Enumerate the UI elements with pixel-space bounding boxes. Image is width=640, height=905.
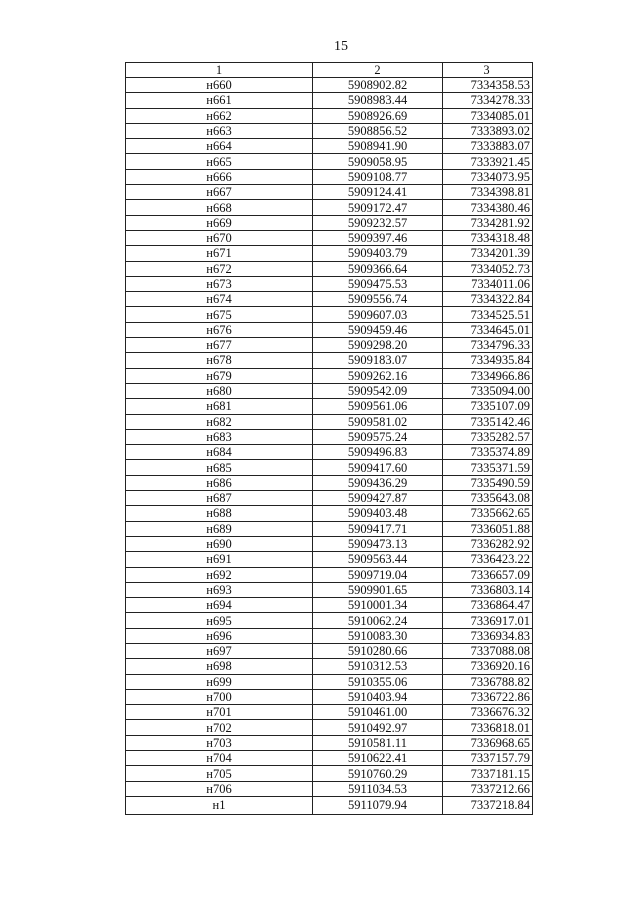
y-coordinate-cell: 7333893.02 (443, 123, 533, 138)
y-coordinate-cell: 7334318.48 (443, 230, 533, 245)
x-coordinate-cell: 5909232.57 (313, 215, 443, 230)
point-id-cell: н706 (126, 781, 313, 796)
y-coordinate-cell: 7334281.92 (443, 215, 533, 230)
point-id-cell: н660 (126, 78, 313, 93)
point-id-cell: н671 (126, 246, 313, 261)
y-coordinate-cell: 7337212.66 (443, 781, 533, 796)
x-coordinate-cell: 5909563.44 (313, 552, 443, 567)
y-coordinate-cell: 7334085.01 (443, 108, 533, 123)
y-coordinate-cell: 7334201.39 (443, 246, 533, 261)
point-id-cell: н704 (126, 751, 313, 766)
table-row (126, 796, 533, 814)
x-coordinate-cell: 5909575.24 (313, 429, 443, 444)
y-coordinate-cell: 7333883.07 (443, 139, 533, 154)
point-id-cell: н670 (126, 230, 313, 245)
table-row (126, 705, 533, 720)
y-coordinate-cell: 7334525.51 (443, 307, 533, 322)
x-coordinate-cell: 5909108.77 (313, 169, 443, 184)
point-id-cell: н662 (126, 108, 313, 123)
x-coordinate-cell: 5909124.41 (313, 185, 443, 200)
x-coordinate-cell: 5910461.00 (313, 705, 443, 720)
y-coordinate-cell: 7336920.16 (443, 659, 533, 674)
table-row (126, 154, 533, 169)
point-id-cell: н675 (126, 307, 313, 322)
table-row (126, 659, 533, 674)
point-id-cell: н679 (126, 368, 313, 383)
table-row (126, 185, 533, 200)
y-coordinate-cell: 7334398.81 (443, 185, 533, 200)
y-coordinate-cell: 7335371.59 (443, 460, 533, 475)
y-coordinate-cell: 7334322.84 (443, 292, 533, 307)
y-coordinate-cell: 7336818.01 (443, 720, 533, 735)
table-row (126, 781, 533, 796)
point-id-cell: н667 (126, 185, 313, 200)
point-id-cell: н685 (126, 460, 313, 475)
y-coordinate-cell: 7334358.53 (443, 78, 533, 93)
x-coordinate-cell: 5909397.46 (313, 230, 443, 245)
table-row (126, 399, 533, 414)
page-number: 15 (334, 39, 348, 54)
x-coordinate-cell: 5911079.94 (313, 796, 443, 814)
point-id-cell: н661 (126, 93, 313, 108)
table-row (126, 491, 533, 506)
point-id-cell: н678 (126, 353, 313, 368)
y-coordinate-cell: 7334380.46 (443, 200, 533, 215)
x-coordinate-cell: 5909403.48 (313, 506, 443, 521)
table-row (126, 353, 533, 368)
table-row (126, 613, 533, 628)
point-id-cell: н676 (126, 322, 313, 337)
x-coordinate-cell: 5909403.79 (313, 246, 443, 261)
table-row (126, 628, 533, 643)
x-coordinate-cell: 5909417.60 (313, 460, 443, 475)
point-id-cell: н702 (126, 720, 313, 735)
point-id-cell: н686 (126, 475, 313, 490)
x-coordinate-cell: 5910312.53 (313, 659, 443, 674)
table-row (126, 108, 533, 123)
point-id-cell: н705 (126, 766, 313, 781)
y-coordinate-cell: 7335490.59 (443, 475, 533, 490)
x-coordinate-cell: 5909459.46 (313, 322, 443, 337)
y-coordinate-cell: 7334645.01 (443, 322, 533, 337)
x-coordinate-cell: 5909719.04 (313, 567, 443, 582)
x-coordinate-cell: 5910001.34 (313, 598, 443, 613)
column-header-3: 3 (443, 63, 533, 78)
y-coordinate-cell: 7336676.32 (443, 705, 533, 720)
table-row (126, 230, 533, 245)
x-coordinate-cell: 5910280.66 (313, 643, 443, 658)
x-coordinate-cell: 5909475.53 (313, 276, 443, 291)
point-id-cell: н672 (126, 261, 313, 276)
point-id-cell: н696 (126, 628, 313, 643)
y-coordinate-cell: 7336657.09 (443, 567, 533, 582)
y-coordinate-cell: 7334011.06 (443, 276, 533, 291)
table-row (126, 139, 533, 154)
point-id-cell: н697 (126, 643, 313, 658)
point-id-cell: н682 (126, 414, 313, 429)
x-coordinate-cell: 5910492.97 (313, 720, 443, 735)
x-coordinate-cell: 5910581.11 (313, 735, 443, 750)
x-coordinate-cell: 5909542.09 (313, 383, 443, 398)
point-id-cell: н680 (126, 383, 313, 398)
x-coordinate-cell: 5909561.06 (313, 399, 443, 414)
table-row (126, 506, 533, 521)
y-coordinate-cell: 7334278.33 (443, 93, 533, 108)
table-row (126, 169, 533, 184)
x-coordinate-cell: 5909496.83 (313, 445, 443, 460)
point-id-cell: н693 (126, 582, 313, 597)
y-coordinate-cell: 7337088.08 (443, 643, 533, 658)
y-coordinate-cell: 7334073.95 (443, 169, 533, 184)
table-row (126, 78, 533, 93)
point-id-cell: н695 (126, 613, 313, 628)
y-coordinate-cell: 7335094.00 (443, 383, 533, 398)
table-row (126, 246, 533, 261)
point-id-cell: н692 (126, 567, 313, 582)
x-coordinate-cell: 5909058.95 (313, 154, 443, 169)
x-coordinate-cell: 5910083.30 (313, 628, 443, 643)
table-row (126, 674, 533, 689)
table-row (126, 307, 533, 322)
y-coordinate-cell: 7337218.84 (443, 796, 533, 814)
point-id-cell: н698 (126, 659, 313, 674)
point-id-cell: н687 (126, 491, 313, 506)
table-row (126, 689, 533, 704)
x-coordinate-cell: 5909172.47 (313, 200, 443, 215)
x-coordinate-cell: 5909298.20 (313, 338, 443, 353)
point-id-cell: н681 (126, 399, 313, 414)
table-row (126, 292, 533, 307)
y-coordinate-cell: 7337157.79 (443, 751, 533, 766)
table-row (126, 414, 533, 429)
y-coordinate-cell: 7336968.65 (443, 735, 533, 750)
y-coordinate-cell: 7335643.08 (443, 491, 533, 506)
table-row (126, 460, 533, 475)
y-coordinate-cell: 7333921.45 (443, 154, 533, 169)
table-row (126, 445, 533, 460)
y-coordinate-cell: 7335662.65 (443, 506, 533, 521)
x-coordinate-cell: 5909901.65 (313, 582, 443, 597)
table-row (126, 338, 533, 353)
y-coordinate-cell: 7335107.09 (443, 399, 533, 414)
table-row (126, 735, 533, 750)
table-body (126, 78, 533, 815)
point-id-cell: н663 (126, 123, 313, 138)
column-header-2: 2 (313, 63, 443, 78)
y-coordinate-cell: 7336423.22 (443, 552, 533, 567)
table-row (126, 93, 533, 108)
y-coordinate-cell: 7336788.82 (443, 674, 533, 689)
y-coordinate-cell: 7336282.92 (443, 536, 533, 551)
point-id-cell: н669 (126, 215, 313, 230)
x-coordinate-cell: 5909366.64 (313, 261, 443, 276)
coordinates-table (125, 62, 533, 815)
y-coordinate-cell: 7336934.83 (443, 628, 533, 643)
point-id-cell: н684 (126, 445, 313, 460)
table-row (126, 598, 533, 613)
table-row (126, 582, 533, 597)
y-coordinate-cell: 7336051.88 (443, 521, 533, 536)
point-id-cell: н668 (126, 200, 313, 215)
y-coordinate-cell: 7336917.01 (443, 613, 533, 628)
x-coordinate-cell: 5910760.29 (313, 766, 443, 781)
table-row (126, 536, 533, 551)
x-coordinate-cell: 5909581.02 (313, 414, 443, 429)
x-coordinate-cell: 5908926.69 (313, 108, 443, 123)
column-header-1: 1 (126, 63, 313, 78)
point-id-cell: н689 (126, 521, 313, 536)
x-coordinate-cell: 5908856.52 (313, 123, 443, 138)
point-id-cell: н688 (126, 506, 313, 521)
table-row (126, 552, 533, 567)
table-row (126, 475, 533, 490)
point-id-cell: н664 (126, 139, 313, 154)
table-row (126, 322, 533, 337)
y-coordinate-cell: 7334966.86 (443, 368, 533, 383)
y-coordinate-cell: 7336864.47 (443, 598, 533, 613)
table-row (126, 123, 533, 138)
y-coordinate-cell: 7336803.14 (443, 582, 533, 597)
x-coordinate-cell: 5909262.16 (313, 368, 443, 383)
point-id-cell: н691 (126, 552, 313, 567)
x-coordinate-cell: 5909556.74 (313, 292, 443, 307)
x-coordinate-cell: 5910062.24 (313, 613, 443, 628)
y-coordinate-cell: 7334796.33 (443, 338, 533, 353)
x-coordinate-cell: 5909183.07 (313, 353, 443, 368)
x-coordinate-cell: 5908902.82 (313, 78, 443, 93)
table-row (126, 429, 533, 444)
table-row (126, 261, 533, 276)
y-coordinate-cell: 7334052.73 (443, 261, 533, 276)
y-coordinate-cell: 7335282.57 (443, 429, 533, 444)
table-row (126, 383, 533, 398)
point-id-cell: н673 (126, 276, 313, 291)
x-coordinate-cell: 5909427.87 (313, 491, 443, 506)
table-row (126, 643, 533, 658)
point-id-cell: н701 (126, 705, 313, 720)
table-row (126, 567, 533, 582)
point-id-cell: н699 (126, 674, 313, 689)
x-coordinate-cell: 5909417.71 (313, 521, 443, 536)
point-id-cell: н677 (126, 338, 313, 353)
table-row (126, 215, 533, 230)
x-coordinate-cell: 5909607.03 (313, 307, 443, 322)
table-row (126, 766, 533, 781)
point-id-cell: н683 (126, 429, 313, 444)
point-id-cell: н665 (126, 154, 313, 169)
x-coordinate-cell: 5911034.53 (313, 781, 443, 796)
y-coordinate-cell: 7335374.89 (443, 445, 533, 460)
table-row (126, 751, 533, 766)
point-id-cell: н666 (126, 169, 313, 184)
point-id-cell: н674 (126, 292, 313, 307)
table-row (126, 720, 533, 735)
y-coordinate-cell: 7334935.84 (443, 353, 533, 368)
point-id-cell: н690 (126, 536, 313, 551)
table-row (126, 276, 533, 291)
y-coordinate-cell: 7335142.46 (443, 414, 533, 429)
x-coordinate-cell: 5910403.94 (313, 689, 443, 704)
table-row (126, 368, 533, 383)
table-row (126, 200, 533, 215)
table-row (126, 521, 533, 536)
x-coordinate-cell: 5909436.29 (313, 475, 443, 490)
table-header-row (126, 63, 533, 78)
y-coordinate-cell: 7336722.86 (443, 689, 533, 704)
point-id-cell: н1 (126, 796, 313, 814)
point-id-cell: н703 (126, 735, 313, 750)
x-coordinate-cell: 5909473.13 (313, 536, 443, 551)
x-coordinate-cell: 5910622.41 (313, 751, 443, 766)
x-coordinate-cell: 5908983.44 (313, 93, 443, 108)
point-id-cell: н700 (126, 689, 313, 704)
y-coordinate-cell: 7337181.15 (443, 766, 533, 781)
point-id-cell: н694 (126, 598, 313, 613)
x-coordinate-cell: 5908941.90 (313, 139, 443, 154)
x-coordinate-cell: 5910355.06 (313, 674, 443, 689)
